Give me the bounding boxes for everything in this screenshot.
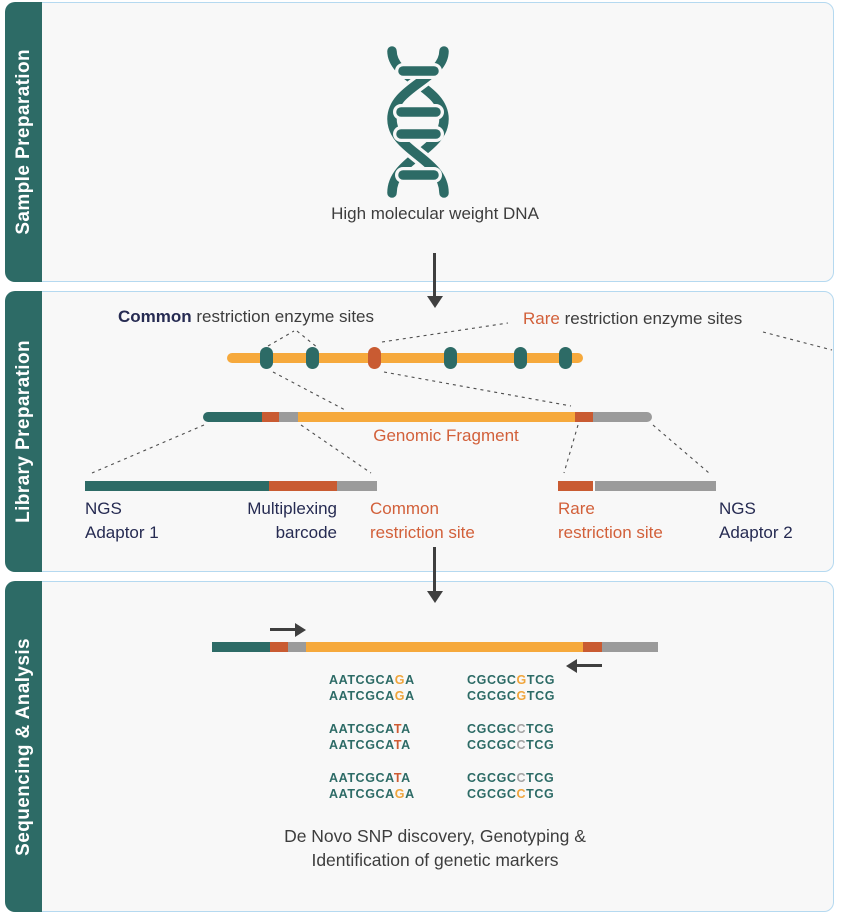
common-site-mark [260,347,273,369]
common-site-mark [444,347,457,369]
common-site-mark [559,347,572,369]
ngs-adaptor1-label: NGS Adaptor 1 [85,499,159,542]
common-title-rest: restriction enzyme sites [191,307,375,326]
reverse-reads-column [467,672,555,819]
common-site-segment [279,412,298,422]
rare-restriction-sites-title [523,309,742,329]
barcode-segment [269,481,337,491]
sequence-read: CGCGCGTCG [467,689,556,703]
sequencing-read-bar [212,642,658,652]
rare-title-rest: restriction enzyme sites [559,309,743,328]
common-site-segment [288,642,306,652]
sidebar-tab-label: Sample Preparation [12,49,34,235]
sidebar-tab-label: Sequencing & Analysis [12,637,34,856]
sequence-read: AATCGCAGA [329,689,415,703]
rare-site-segment [558,481,593,491]
common-site-segment [337,481,377,491]
library-fragment-bar [203,412,652,422]
sidebar-tab-sample-preparation [5,2,42,282]
genomic-insert-segment [298,412,575,422]
rare-site-segment [575,412,593,422]
multiplexing-barcode-label: Multiplexing barcode [247,499,337,542]
dna-helix-icon [377,44,459,200]
common-word: Common [118,307,192,326]
sequence-read: AATCGCATA [329,738,411,752]
genomic-fragment-label: Genomic Fragment [373,426,519,445]
sequence-read: AATCGCATA [329,771,411,785]
down-arrow-icon [433,253,436,296]
barcode-segment [270,642,288,652]
adaptor1-segment [212,642,270,652]
summary-line-1: De Novo SNP discovery, Genotyping & [284,826,586,846]
sequence-read: CGCGCCTCG [467,738,555,752]
sequence-read: AATCGCAGA [329,787,415,801]
sequence-read: CGCGCGTCG [467,673,556,687]
adaptor2-segment [602,642,658,652]
adaptor2-segment [595,481,716,491]
adaptor1-segment [203,412,262,422]
common-site-mark [306,347,319,369]
common-site-mark [514,347,527,369]
rare-restriction-site-label: Rare restriction site [558,499,663,542]
sequence-read: CGCGCCTCG [467,771,555,785]
sidebar-tab-label: Library Preparation [12,340,34,523]
common-restriction-site-label: Common restriction site [370,499,475,542]
sequence-read: AATCGCATA [329,722,411,736]
rare-site-mark [368,347,381,369]
sequence-read: CGCGCCTCG [467,722,555,736]
common-restriction-sites-title [118,307,374,327]
ngs-adaptor2-label: NGS Adaptor 2 [719,499,793,542]
barcode-segment [262,412,279,422]
rare-word: Rare [523,309,560,328]
sequence-read: AATCGCAGA [329,673,415,687]
sidebar-tab-library-preparation [5,291,42,572]
right-arrow-icon [270,628,295,631]
adaptor1-segment [85,481,269,491]
down-arrow-icon [433,547,436,591]
left-construct-bar [85,481,377,491]
sidebar-tab-sequencing-analysis [5,581,42,912]
analysis-summary-caption [135,824,735,872]
rare-site-segment [583,642,602,652]
genomic-insert-segment [306,642,583,652]
left-arrow-icon [577,664,602,667]
sample-dna-caption: High molecular weight DNA [331,204,539,223]
sequence-read: CGCGCCTCG [467,787,555,801]
genomic-dna-bar [227,353,583,363]
summary-line-2: Identification of genetic markers [311,850,559,870]
adaptor2-segment [593,412,652,422]
forward-reads-column [329,672,415,819]
dna-strand-segment [227,353,583,363]
right-construct-bar [558,481,716,491]
